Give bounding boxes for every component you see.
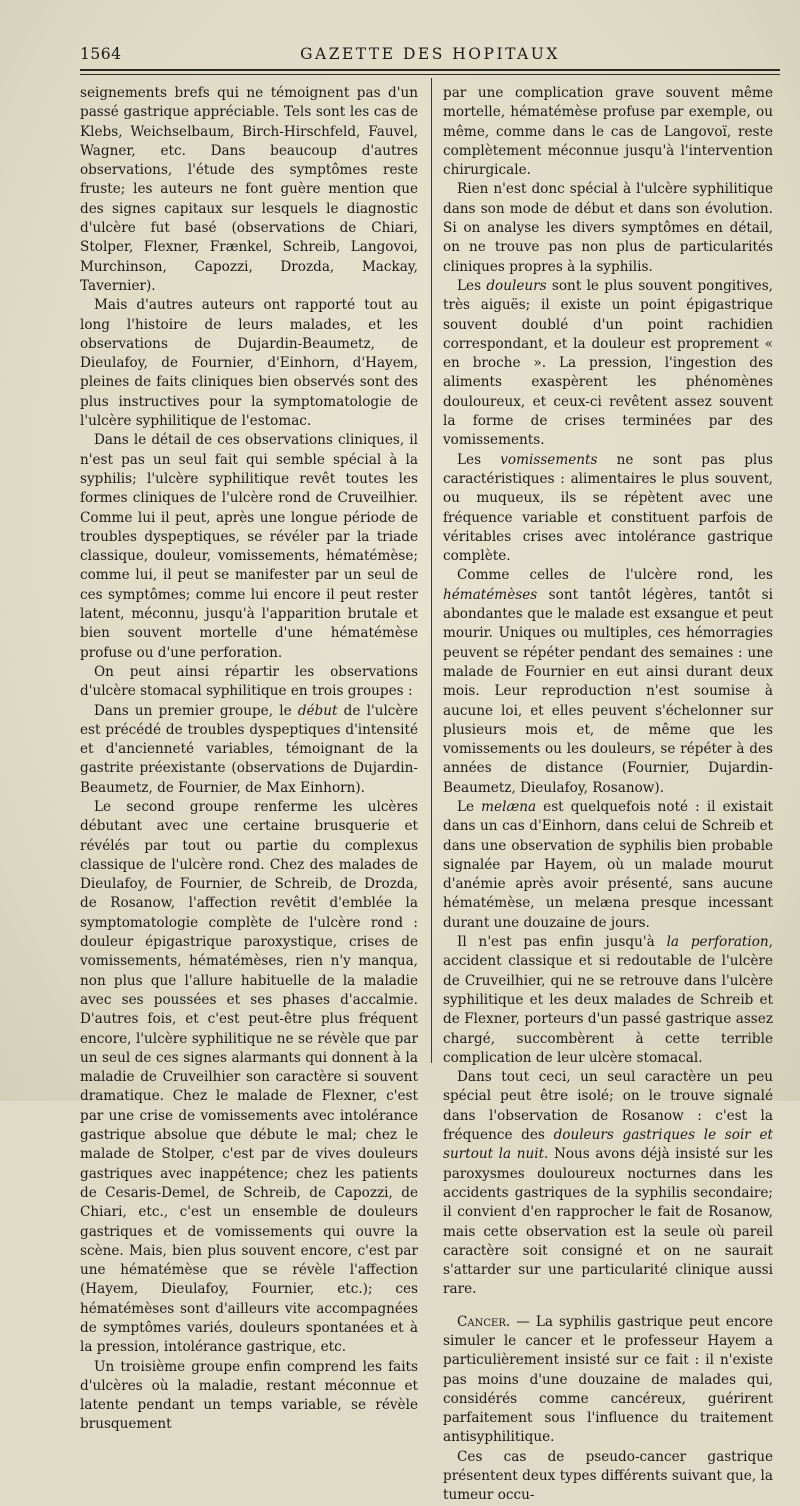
paragraph: par une complication grave souvent même mortelle, hématémèse profuse par exemple, ou même, comme dans le cas de Langovoï, reste complètement méconnue jusqu'à l'intervention chirurgicale. [443, 85, 773, 179]
text-run: — La syphilis gastrique peut encore simuler le cancer et le professeur Hayem a particulièrement insisté sur ce fait : il n'existe pas moins d'une douzaine de malades qui, considérés comme cancéreux, guérirent parfaitement sous l'influence du traitement antisyphilitique. [443, 1313, 773, 1446]
header-rule-thin [80, 74, 780, 75]
paragraph [443, 566, 773, 798]
paragraph [443, 798, 773, 933]
text-run: Comme celles de l'ulcère rond, les [457, 567, 773, 584]
left-column [80, 84, 418, 1435]
text-run: Dans un premier groupe, le [94, 702, 298, 719]
italic-term: hématémèses [443, 586, 538, 603]
text-run: Le [457, 798, 482, 815]
italic-term: début [297, 702, 338, 719]
paragraph: Ces cas de pseudo-cancer gastrique présentent deux types différents suivant que, la tumeur occu- [443, 1448, 773, 1504]
section-lead: Cancer. [457, 1313, 511, 1330]
italic-term: vomissements [500, 451, 598, 468]
text-run: Les [457, 277, 487, 294]
paragraph [443, 933, 773, 1068]
text-run: sont tantôt légères, tantôt si abondantes que le malade est exsangue et peut mourir. Uniques ou multiples, ces hémorragies peuvent se répéter pendant des semaines : une malade de Fournier en eut ainsi durant deux mois. Leur reproduction n'est soumise à aucune loi, et elles peuvent s'échelonner sur plusieurs mois et, de même que les vomissements ou les douleurs, se répéter à des années de distance (Fournier, Dujardin-Beaumetz, Dieulafoy, Rosanow). [443, 586, 773, 796]
paragraph: Mais d'autres auteurs ont rapporté tout au long l'histoire de leurs malades, et les observations de Dujardin-Beaumetz, de Dieulafoy, de Fournier, d'Einhorn, d'Hayem, pleines de faits cliniques bien observés sont des plus instructives pour la symptomatologie de l'ulcère syphilitique de l'estomac. [80, 297, 418, 430]
text-run: , accident classique et si redoutable de l'ulcère de Cruveilhier, qui ne se retrouve dans l'ulcère syphilitique et les deux malades de Schreib et de Flexner, porteurs d'un passé gastrique assez chargé, succombèrent à cette terrible complication de leur ulcère stomacal. [443, 934, 773, 1066]
text-run: . Nous avons déjà insisté sur les paroxysmes douloureux nocturnes dans les accidents gastriques de la syphilis secondaire; il convient d'en rapprocher le fait de Rosanow, mais cette observation est la seule où pareil caractère soit consigné et on ne saurait s'attarder sur une particularité clinique aussi rare. [443, 1146, 773, 1298]
header-rule-thick [80, 69, 780, 71]
italic-term: douleurs [486, 277, 547, 294]
text-run: est quelquefois noté : il existait dans un cas d'Einhorn, dans celui de Schreib et dans une observation de syphilis bien probable signalée par Hayem, où un malade mourut d'anémie après avoir présenté, sans aucune hématémèse, un melæna presque incessant durant une douzaine de jours. [443, 798, 773, 931]
paragraph [443, 451, 773, 567]
paragraph: Dans le détail de ces observations cliniques, il n'est pas un seul fait qui semble spécial à la syphilis; l'ulcère syphilitique revêt toutes les formes cliniques de l'ulcère rond de Cruveilhier. Comme lui il peut, après une longue période de troubles dyspeptiques, se révéler par la triade classique, douleur, vomissements, hématémèse; comme lui, il peut se manifester par un seul de ces symptômes; comme lui encore il peut rester latent, méconnu, jusqu'à l'apparition brutale et bien souvent mortelle d'une hématémèse profuse ou d'une perforation. [80, 432, 418, 661]
text-run: sont le plus souvent pongitives, très aiguës; il existe un point épigastrique souvent doublé d'un point rachidien correspondant, et la douleur est proprement « en broche ». La pression, l'ingestion des aliments exaspèrent les phénomènes douloureux, et ceux-ci revêtent assez souvent la forme de crises terminées par des vomissements. [443, 277, 773, 449]
text-run: Les [457, 451, 501, 468]
journal-title: GAZETTE DES HOPITAUX [300, 45, 560, 63]
text-run: Il n'est pas enfin jusqu'à [457, 934, 667, 951]
paragraph: Un troisième groupe enfin comprend les faits d'ulcères où la maladie, restant méconnue et latente pendant un temps variable, se révèle brusquement [80, 1358, 418, 1433]
text-run: de l'ulcère est précédé de troubles dyspeptiques d'intensité et d'ancienneté variables, témoignant de la gastrite préexistante (observations de Dujardin-Beaumetz, de Fournier, de Max Einhorn). [80, 702, 418, 796]
italic-term: melæna [481, 798, 537, 815]
text-run: Dans tout ceci, un seul caractère un peu spécial peut être isolé; on le trouve signalé dans l'observation de Rosanow : c'est la fréquence des [443, 1069, 773, 1144]
page-number: 1564 [80, 45, 122, 63]
paragraph: seignements brefs qui ne témoignent pas d'un passé gastrique appréciable. Tels sont les cas de Klebs, Weichselbaum, Birch-Hirschfeld, Fauvel, Wagner, etc. Dans beaucoup d'autres observations, l'étude des symptômes reste fruste; les auteurs ne font guère mention que des signes capitaux sur lesquels le diagnostic d'ulcère fut basé (observations de Chiari, Stolper, Flexner, Frænkel, Schreib, Langovoi, Murchinson, Capozzi, Drozda, Mackay, Tavernier). [80, 85, 418, 294]
paragraph: Rien n'est donc spécial à l'ulcère syphilitique dans son mode de début et dans son évolution. Si on analyse les divers symptômes en détail, on ne trouve pas non plus de particularités cliniques propres à la syphilis. [443, 181, 773, 275]
paragraph [443, 1313, 773, 1448]
column-divider [431, 78, 432, 1063]
right-column [443, 84, 773, 1506]
paragraph [443, 277, 773, 451]
italic-term: douleurs gastriques le soir et surtout la nuit [443, 1127, 773, 1163]
text-run: ne sont pas plus caractéristiques : alimentaires le plus souvent, ou muqueux, ils se répètent avec une fréquence variable et constituent parfois de véritables crises avec intolérance gastrique complète. [443, 451, 773, 565]
page-header [80, 45, 780, 71]
italic-term: la perforation [666, 934, 769, 951]
paragraph [80, 702, 418, 798]
paragraph: Le second groupe renferme les ulcères débutant avec une certaine brusquerie et révélés par tout ou partie du complexus classique de l'ulcère rond. Chez des malades de Dieulafoy, de Fournier, de Schreib, de Drozda, de Rosanow, l'affection revêtit d'emblée la symptomatologie complète de l'ulcère rond : douleur épigastrique paroxystique, crises de vomissements, hématémèses, rien n'y manqua, non plus que l'allure habituelle de la maladie avec ses poussées et ses phases d'accalmie. D'autres fois, et c'est peut-être plus fréquent encore, l'ulcère syphilitique ne se révèle que par un seul de ces signes alarmants qui donnent à la maladie de Cruveilhier son caractère si souvent dramatique. Chez le malade de Flexner, c'est par une crise de vomissements avec intolérance gastrique absolue que débute le mal; chez le malade de Stolper, c'est par de vives douleurs gastriques avec inappétence; chez les patients de Cesaris-Demel, de Schreib, de Capozzi, de Chiari, etc., c'est un ensemble de douleurs gastriques et de vomissements qui ouvre la scène. Mais, bien plus souvent encore, c'est par une hématémèse que se révèle l'affection (Hayem, Dieulafoy, Fournier, etc.); ces hématémèses sont d'ailleurs vite accompagnées de symptômes variés, douleurs spontanées et à la pression, intolérance gastrique, etc. [80, 798, 418, 1356]
paragraph [443, 1068, 773, 1300]
paragraph: On peut ainsi répartir les observations d'ulcère stomacal syphilitique en trois groupes : [80, 663, 418, 700]
